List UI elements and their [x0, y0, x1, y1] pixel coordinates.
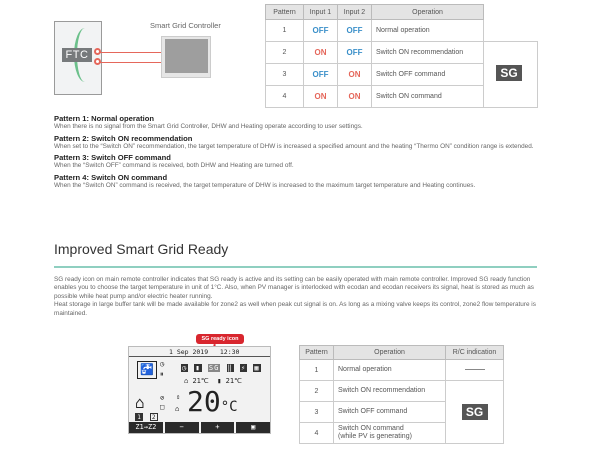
section-title: Improved Smart Grid Ready: [54, 241, 229, 257]
dash-icon: [465, 369, 485, 370]
dhw-tap-icon: 🚰: [137, 361, 157, 379]
plus-key[interactable]: +: [201, 422, 235, 433]
pattern-number: 2: [300, 381, 334, 402]
table-row: [300, 381, 504, 402]
electric-icon: ⚡: [240, 364, 247, 372]
pattern-number: 3: [300, 402, 334, 423]
pause-icon: ⏸: [160, 370, 164, 378]
pattern-1-text: When there is no signal from the Smart Grid Controller, DHW and Heating operate according to user settings.: [54, 123, 363, 130]
minus-key[interactable]: −: [165, 422, 199, 433]
tank-temp: 21: [225, 377, 235, 385]
zone-indicators: [135, 413, 161, 421]
operation-text: Normal operation: [372, 20, 484, 42]
table-row: [300, 360, 504, 381]
status-icon-row: [181, 364, 262, 372]
room-temp-unit: ℃: [200, 377, 209, 385]
lcd-time: 12:30: [219, 348, 240, 356]
pattern-number: 2: [266, 42, 304, 64]
room-temp: 21: [192, 377, 201, 385]
pattern-number: 4: [266, 86, 304, 108]
pattern-4-text: When the “Switch ON” command is received, the target temperature of DHW is increased to the maximum target temperature and Heating continues.: [54, 181, 476, 189]
header-operation: Operation: [334, 346, 446, 360]
tank-temp-icon: ▮: [217, 377, 222, 385]
pattern-4-title: Pattern 4: Switch ON command: [54, 172, 168, 182]
operation-text: Switch OFF command: [372, 64, 484, 86]
current-temps: [184, 377, 242, 385]
pattern-1-title: Pattern 1: Normal operation: [54, 114, 155, 123]
signal-wire-2: [100, 62, 162, 63]
pattern-number: 3: [266, 64, 304, 86]
sg-badge-icon: SG: [496, 65, 522, 81]
rc-indication-sg: [446, 381, 504, 444]
header-pattern: Pattern: [300, 346, 334, 360]
table-row: [266, 20, 484, 42]
set-temperature: [187, 387, 238, 422]
room-temp-icon: ⌂: [184, 377, 189, 385]
input2-value: OFF: [338, 42, 372, 64]
header-pattern: Pattern: [266, 5, 304, 20]
operation-note: (while PV is generating): [338, 433, 412, 440]
rc-indication-table: [299, 345, 504, 444]
heating-house-icon: ⌂: [135, 393, 145, 412]
house-target-icon: ⌂: [175, 405, 180, 413]
clock-icon: ◷: [160, 360, 165, 368]
terminal-1-icon: [94, 48, 101, 55]
input-pattern-table: [265, 4, 484, 108]
section-paragraph-1: SG ready icon on main remote controller indicates that SG ready is active and its setting can be easily operated with main remote controller. Improved SG ready function enables you to choose the target temperature in unit of 1°C. Also, when PV manager is interlocked with ecodan and ecodan receivers its signal, heat is stored as much as possible while heat pump and/or electric heater running.: [54, 276, 534, 300]
section-paragraph-2: Heat storage in large buffer tank will be made available for zone2 as well when peak cut signal is on. As long as a mixing valve keeps its control, zone2 flow temperature is maintained.: [54, 301, 536, 317]
pattern-number: 4: [300, 423, 334, 444]
ftc-label: FTC: [62, 48, 92, 62]
input2-value: OFF: [338, 20, 372, 42]
prohibit-icon: ⊘: [160, 394, 165, 402]
remote-controller-display: [128, 346, 271, 434]
adjust-arrows-icon: ⇕: [176, 393, 181, 401]
pattern-2-text: When set to the “Switch ON” recommendation, the target temperature of DHW is increased a specified amount and the heating “Thermo ON” condition range is extended.: [54, 142, 534, 150]
set-temp-unit: °C: [220, 399, 238, 415]
pv-icon: ▦: [254, 364, 260, 372]
tank-icon: ▮: [195, 364, 201, 372]
sg-ready-icon: SG: [208, 364, 220, 372]
operation-main: Switch ON command: [338, 425, 404, 432]
timer-icon: ◷: [182, 364, 188, 372]
pattern-2-title: Pattern 2: Switch ON recommendation: [54, 133, 193, 143]
sg-indicator-cell: [484, 41, 538, 108]
input2-value: ON: [338, 86, 372, 108]
zone-switch-key[interactable]: Z1→Z2: [129, 422, 163, 433]
lcd-datetime: [169, 348, 239, 356]
set-temp-value: 20: [187, 385, 221, 418]
section-body: [54, 276, 548, 318]
operation-text: Switch ON command: [372, 86, 484, 108]
input1-value: OFF: [304, 20, 338, 42]
controller-label: Smart Grid Controller: [150, 21, 221, 30]
header-operation: Operation: [372, 5, 484, 20]
table-row: [266, 42, 484, 64]
softkey-bar: [129, 422, 270, 433]
pattern-number: 1: [266, 20, 304, 42]
pattern-3-title: Pattern 3: Switch OFF command: [54, 153, 171, 162]
header-input2: Input 2: [338, 5, 372, 20]
sg-badge-icon: SG: [462, 404, 488, 420]
controller-screen: [165, 39, 208, 73]
operation-text: Normal operation: [334, 360, 446, 381]
table-row: [266, 86, 484, 108]
input2-value: ON: [338, 64, 372, 86]
zone-2-indicator: 2: [150, 413, 158, 421]
rc-indication-none: [446, 360, 504, 381]
pattern-3-text: When the “Switch OFF” command is received, both DHW and Heating are turned off.: [54, 162, 294, 169]
pattern-descriptions: [54, 114, 554, 192]
input1-value: OFF: [304, 64, 338, 86]
input1-value: ON: [304, 86, 338, 108]
operation-text: Switch OFF command: [334, 402, 446, 423]
operation-text: Switch ON recommendation: [372, 42, 484, 64]
signal-wire-1: [100, 52, 162, 53]
terminal-2-icon: [94, 58, 101, 65]
operation-text: [334, 423, 446, 444]
buffer-icon: ‖: [227, 364, 233, 372]
tank-temp-unit: ℃: [234, 377, 242, 385]
zone-1-indicator: 1: [135, 413, 143, 421]
pattern-number: 1: [300, 360, 334, 381]
lcd-top-divider: [129, 356, 270, 357]
menu-key[interactable]: ▣: [236, 422, 270, 433]
section-divider: [54, 266, 537, 268]
header-input1: Input 1: [304, 5, 338, 20]
table-row: [266, 64, 484, 86]
lcd-date: 1 Sep 2019: [169, 348, 209, 356]
stop-icon: □: [160, 403, 165, 411]
input1-value: ON: [304, 42, 338, 64]
operation-text: Switch ON recommendation: [334, 381, 446, 402]
sg-ready-callout: SG ready icon: [196, 334, 244, 344]
header-rc-indication: R/C indication: [446, 346, 504, 360]
